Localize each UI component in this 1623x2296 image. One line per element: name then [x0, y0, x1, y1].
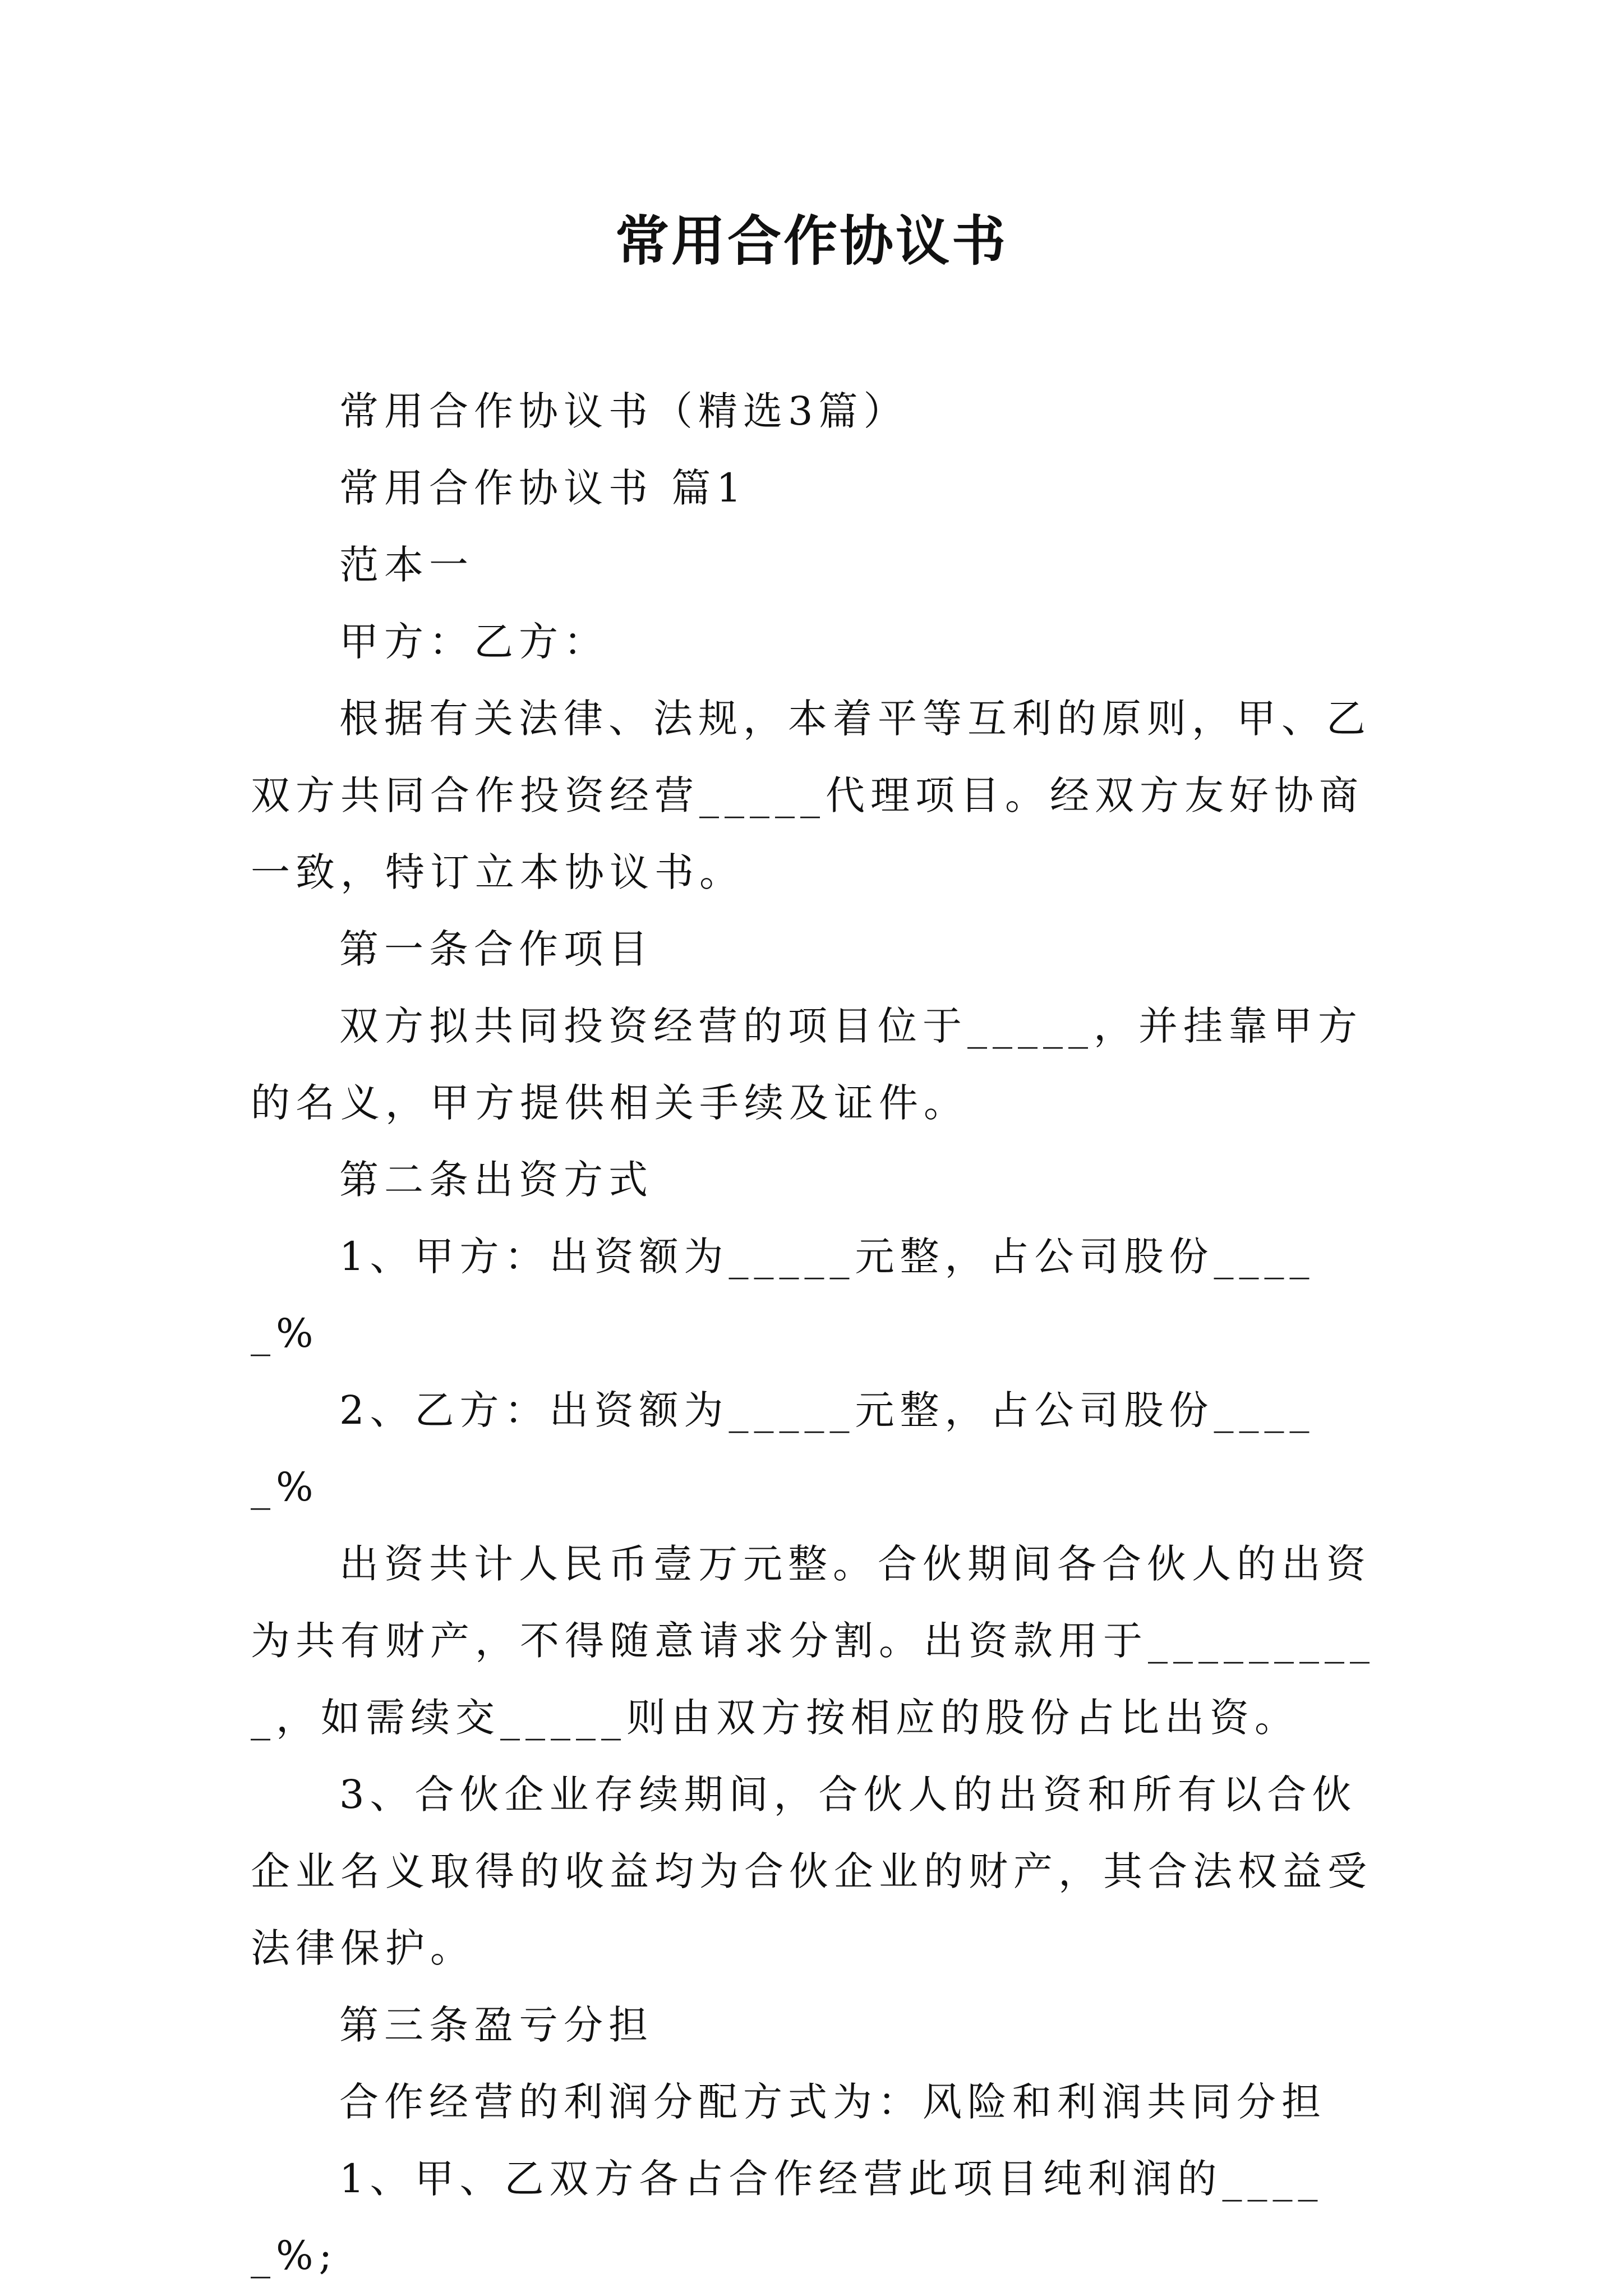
paragraph-parties: 甲方：乙方：: [339, 619, 608, 665]
document-body: [251, 373, 1375, 2294]
paragraph-preamble: 根据有关法律、法规，本着平等互利的原则，甲、乙双方共同合作投资经营_____代理项目。经双方友好协商一致，特订立本协议书。: [251, 696, 1371, 895]
paragraph-article-2-heading: 第二条出资方式: [339, 1157, 653, 1203]
paragraph-article-2-item-1: 1、甲方：出资额为_____元整，占公司股份_____%: [251, 1234, 1315, 1356]
paragraph-article-3-heading: 第三条盈亏分担: [339, 2002, 653, 2048]
document-title: 常用合作协议书: [615, 209, 1008, 273]
paragraph-subtitle: 常用合作协议书（精选3篇）: [339, 388, 909, 434]
paragraph-article-3-intro: 合作经营的利润分配方式为：风险和利润共同分担: [339, 2079, 1326, 2125]
paragraph-article-2-total: 出资共计人民币壹万元整。合伙期间各合伙人的出资为共有财产，不得随意请求分割。出资款用于__________，如需续交_____则由双方按相应的股份占比出资。: [251, 1541, 1375, 1741]
paragraph-article-2-item-3: 3、合伙企业存续期间，合伙人的出资和所有以合伙企业名义取得的收益均为合伙企业的财产，其合法权益受法律保护。: [251, 1772, 1372, 1971]
paragraph-article-1-heading: 第一条合作项目: [339, 926, 653, 972]
paragraph-section-heading: 常用合作协议书 篇1: [339, 465, 747, 511]
paragraph-article-2-item-2: 2、乙方：出资额为_____元整，占公司股份_____%: [251, 1387, 1315, 1510]
paragraph-template-label: 范本一: [339, 542, 474, 588]
paragraph-article-3-item-1: 1、甲、乙双方各占合作经营此项目纯利润的_____%;: [251, 2156, 1324, 2279]
paragraph-article-1-body: 双方拟共同投资经营的项目位于_____，并挂靠甲方的名义，甲方提供相关手续及证件。: [251, 1003, 1363, 1126]
